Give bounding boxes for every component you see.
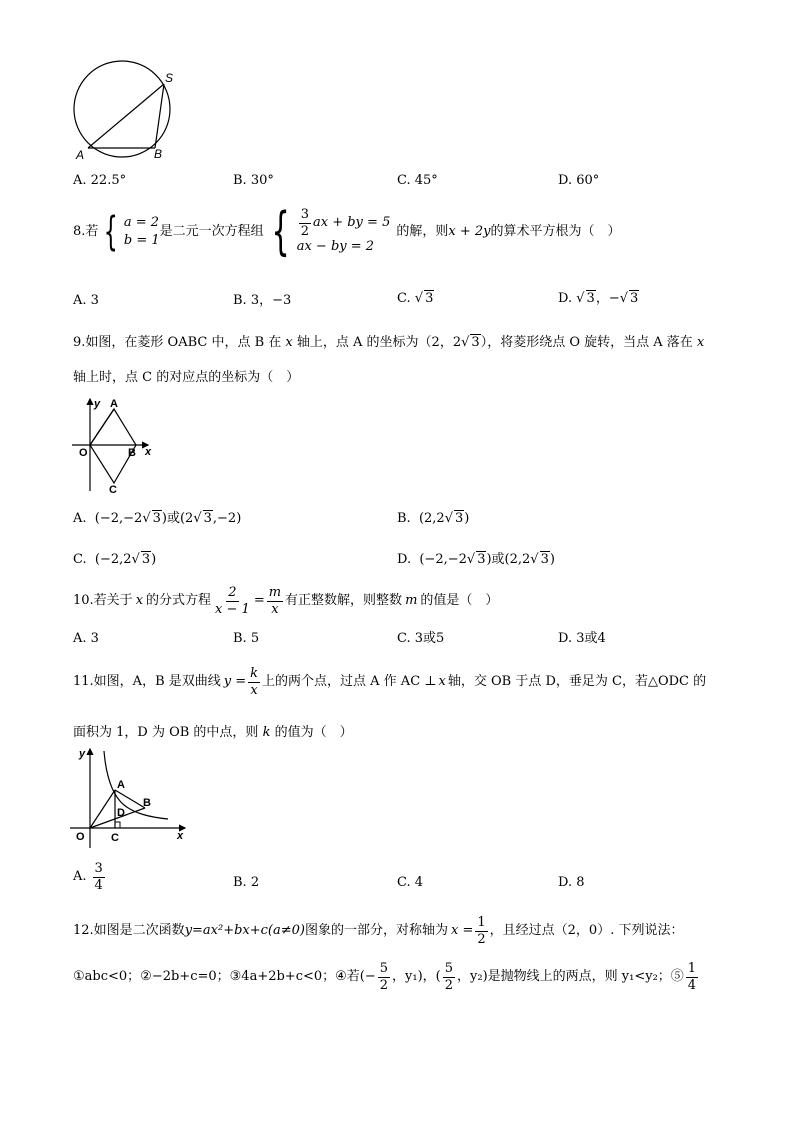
q10-frac-2: $\frac{m}{x}$ [268, 585, 282, 617]
q7-chord-as [88, 84, 164, 148]
q8-sys2-line2: ax − by = 2 [296, 239, 375, 255]
q8-option-b[interactable]: B. 3，−3 [233, 293, 292, 308]
q10-option-c[interactable]: C. 3或5 [397, 631, 445, 646]
q12-frac-5-2-a: $\frac{5}{2}$ [379, 961, 389, 993]
q7-label-s: S [165, 71, 174, 85]
q8-option-d[interactable]: D. √ 3，−√ 3 [558, 292, 639, 305]
q7-option-b[interactable]: B. 30° [233, 173, 274, 188]
q9-option-b[interactable]: B. (2,2√ 3) [397, 512, 469, 525]
q8-option-a[interactable]: A. 3 [73, 293, 99, 308]
q12-axis-lhs: x = [451, 923, 474, 939]
q7-label-a: A [76, 148, 85, 162]
q9-label-y: y [94, 398, 101, 410]
q8-option-c[interactable]: C. √ 3 [397, 292, 434, 305]
q11-label-d: D [117, 807, 125, 819]
q10-frac-1: $\frac{2}{x - 1}$ [215, 585, 250, 617]
q12-statements-part2: ，y₁)，( [392, 969, 441, 985]
q9-var-x: x [285, 335, 293, 350]
q8-question [73, 201, 621, 262]
q11-option-a[interactable]: A. $\frac{3}{4}$ [73, 861, 103, 893]
q11-option-c[interactable]: C. 4 [397, 875, 424, 890]
q9-option-c[interactable]: C. (−2,2√ 3) [73, 553, 156, 566]
q8-frac-3-2: $\frac{3}{2}$ [300, 207, 309, 239]
q9-label-b: B [128, 447, 136, 459]
q12-function: y=ax²+bx+c(a≠0) [184, 923, 305, 939]
q11-right-angle-mark [115, 822, 120, 828]
q11-label-o: O [76, 831, 85, 843]
q8-prefix: 8.若 [73, 224, 99, 240]
q11-var-x: x [438, 674, 446, 690]
q12-frac-5-2-b: $\frac{5}{2}$ [444, 961, 454, 993]
q7-circle-figure [60, 60, 210, 165]
q12-axis-frac: $\frac{1}{2}$ [477, 915, 486, 947]
q9-question-line2: 轴上时，点 C 的对应点的坐标为（ ） [73, 370, 300, 385]
q8-sys1-line2: b = 1 [123, 232, 160, 248]
q10-var-m: m [405, 593, 418, 609]
q11-segment-ab [115, 790, 145, 808]
q11-label-y: y [79, 748, 86, 760]
q9-label-o: O [79, 447, 88, 459]
q11-hyperbola-figure [70, 745, 195, 850]
q11-lhs: y = [223, 674, 247, 690]
q12-statements-part3: ，y₂)是抛物线上的两点，则 y₁<y₂；⑤ [457, 969, 684, 985]
q9-option-d[interactable]: D. (−2,−2√ 3)或(2,2√ 3) [397, 553, 555, 566]
q8-brace-2: { [271, 201, 290, 262]
q11-label-x: x [177, 830, 184, 842]
q7-option-c[interactable]: C. 45° [397, 173, 438, 188]
q11-label-b: B [143, 797, 151, 809]
q8-suffix-a: 的解，则 [396, 224, 449, 240]
q12-question-line1: 12.如图是二次函数 y=ax²+bx+c(a≠0) 图象的一部分，对称轴为 x = $\frac{1}{2}$ ，且经过点（2，0）. 下列说法： [73, 915, 684, 947]
q9-rhombus-figure [70, 395, 160, 495]
q7-option-d[interactable]: D. 60° [558, 173, 600, 188]
q10-option-d[interactable]: D. 3或4 [558, 631, 606, 646]
q8-suffix-b: 的算术平方根为（ ） [490, 224, 621, 240]
q8-mid: 是二元一次方程组 [159, 224, 264, 240]
q8-expr: x + 2y [448, 224, 491, 240]
q11-hyperbola-curve [104, 751, 168, 819]
q12-statements-part1: ①abc<0；②−2b+c=0；③4a+2b+c<0；④若(− [73, 969, 376, 985]
q12-statements-line [73, 962, 700, 992]
q8-system-2 [264, 201, 391, 262]
q8-sys2-line1: ax + by = 5 [313, 215, 391, 231]
q10-option-a[interactable]: A. 3 [73, 631, 99, 646]
q11-label-c: C [111, 832, 119, 844]
q8-system-1 [98, 208, 160, 255]
q9-rhombus [90, 409, 136, 483]
q9-label-a: A [110, 398, 118, 410]
q10-var-x: x [135, 593, 144, 609]
q11-segment-oa [90, 790, 115, 828]
q7-option-a[interactable]: A. 22.5° [73, 173, 127, 188]
q9-question-line1: 9.如图，在菱形 OABC 中，点 B 在 x 轴上，点 A 的坐标为（2，2√ 3），将菱形绕点 O 旋转，当点 A 落在 x [73, 336, 704, 349]
q11-label-a: A [117, 779, 125, 791]
q9-diagonal-oa [90, 409, 114, 445]
q8-brace-1: { [104, 208, 119, 255]
q11-option-a-frac: $\frac{3}{4}$ [94, 861, 103, 893]
q9-var-x-2: x [696, 335, 705, 350]
q11-frac-k-x: $\frac{k}{x}$ [250, 666, 259, 698]
q10-option-b[interactable]: B. 5 [233, 631, 260, 646]
q11-var-k: k [262, 725, 271, 740]
q9-label-x: x [145, 446, 152, 458]
q10-question: 10.若关于 x 的分式方程 $\frac{2}{x - 1}$ = $\frac{m}{x}$ 有正整数解，则整数 m 的值是（ ） [73, 585, 499, 617]
q7-label-b: B [154, 147, 163, 161]
q8-sys1-line1: a = 2 [123, 215, 160, 231]
q9-label-c: C [109, 484, 117, 495]
q9-option-a[interactable]: A. (−2,−2√ 3)或(2√ 3,−2) [73, 512, 241, 525]
q12-frac-1-4: $\frac{1}{4}$ [687, 961, 697, 993]
q11-option-d[interactable]: D. 8 [558, 875, 585, 890]
q11-option-b[interactable]: B. 2 [233, 875, 260, 890]
q11-question-line2: 面积为 1，D 为 OB 的中点，则 k 的值为（ ） [73, 725, 353, 740]
q11-question-line1: 11.如图，A，B 是双曲线 y = $\frac{k}{x}$ 上的两个点，过点 A 作 AC ⊥ x 轴，交 OB 于点 D，垂足为 C，若△ODC 的 [73, 666, 707, 698]
